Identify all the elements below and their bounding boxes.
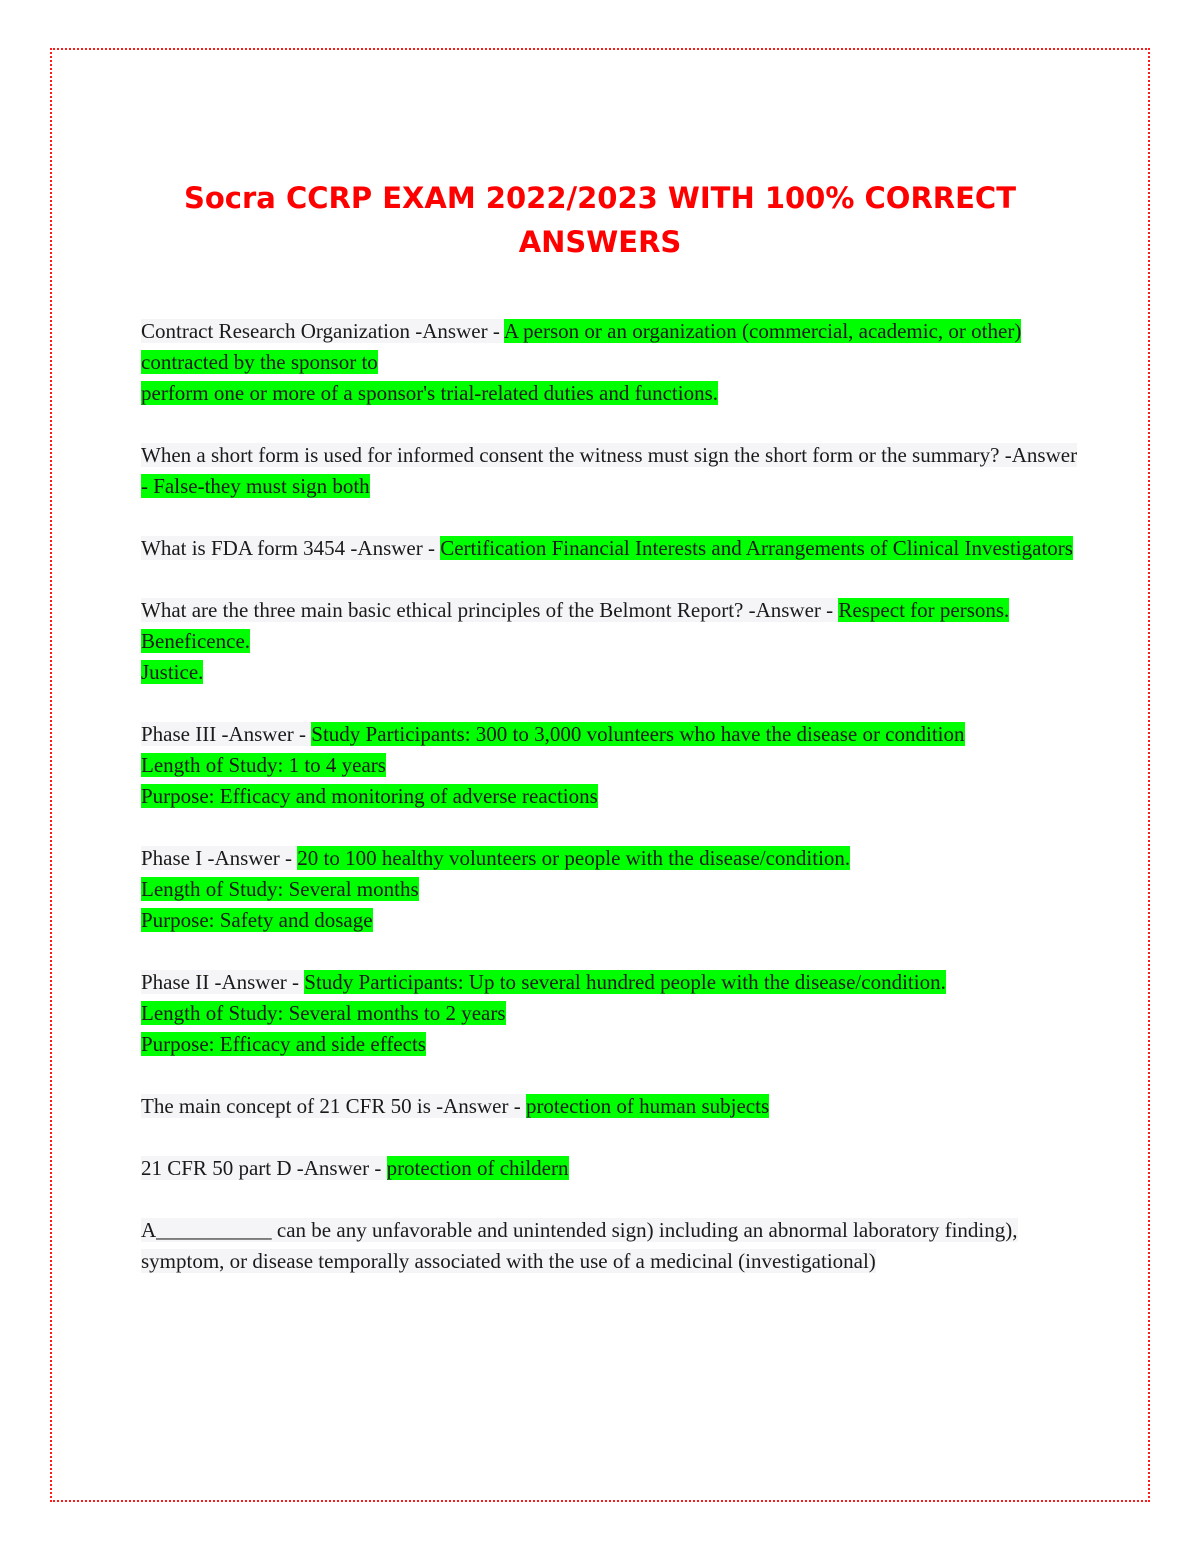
- qa-item: [141, 967, 1081, 1060]
- answer: Purpose: Efficacy and monitoring of adverse reactions: [141, 784, 598, 808]
- answer: perform one or more of a sponsor's trial-related duties and functions.: [141, 381, 719, 405]
- answer: A person or an organization (commercial, academic, or other) contracted by the sponsor to: [141, 319, 1022, 374]
- qa-list: [141, 316, 1081, 1308]
- qa-item: [141, 595, 1081, 688]
- question: Contract Research Organization -Answer -: [141, 319, 504, 343]
- question: Phase II -Answer -: [141, 970, 305, 994]
- qa-item: [141, 1091, 1081, 1122]
- answer: Certification Financial Interests and Arrangements of Clinical Investigators: [440, 536, 1073, 560]
- answer: Beneficence.: [141, 629, 251, 653]
- qa-item: [141, 843, 1081, 936]
- page-title: Socra CCRP EXAM 2022/2023 WITH 100% CORRECT ANSWERS: [184, 181, 1016, 259]
- question: A___________ can be any unfavorable and unintended sign) including an abnormal laboratory finding), symptom, or disease temporally associated with the use of a medicinal (investigational): [141, 1218, 1018, 1273]
- qa-item: [141, 440, 1081, 502]
- question: What is FDA form 3454 -Answer -: [141, 536, 441, 560]
- qa-item: [141, 533, 1081, 564]
- question: 21 CFR 50 part D -Answer -: [141, 1156, 387, 1180]
- answer: protection of childern: [386, 1156, 569, 1180]
- qa-item: [141, 1215, 1081, 1277]
- answer: Length of Study: Several months to 2 years: [141, 1001, 506, 1025]
- answer: Justice.: [141, 660, 204, 684]
- answer: Length of Study: Several months: [141, 877, 419, 901]
- answer: Study Participants: Up to several hundred people with the disease/condition.: [304, 970, 946, 994]
- qa-item: [141, 1153, 1081, 1184]
- answer: Purpose: Efficacy and side effects: [141, 1032, 426, 1056]
- question: Phase I -Answer -: [141, 846, 298, 870]
- answer: Respect for persons.: [838, 598, 1010, 622]
- question: When a short form is used for informed consent the witness must sign the short form or the summary? -Answer: [141, 443, 1078, 467]
- answer: protection of human subjects: [525, 1094, 770, 1118]
- qa-item: [141, 316, 1081, 409]
- answer: Length of Study: 1 to 4 years: [141, 753, 386, 777]
- qa-item: [141, 719, 1081, 812]
- answer: Study Participants: 300 to 3,000 volunteers who have the disease or condition: [311, 722, 965, 746]
- question: The main concept of 21 CFR 50 is -Answer -: [141, 1094, 526, 1118]
- question: What are the three main basic ethical principles of the Belmont Report? -Answer -: [141, 598, 839, 622]
- question: Phase III -Answer -: [141, 722, 312, 746]
- answer: 20 to 100 healthy volunteers or people with the disease/condition.: [297, 846, 851, 870]
- answer: - False-they must sign both: [141, 474, 370, 498]
- answer: Purpose: Safety and dosage: [141, 908, 373, 932]
